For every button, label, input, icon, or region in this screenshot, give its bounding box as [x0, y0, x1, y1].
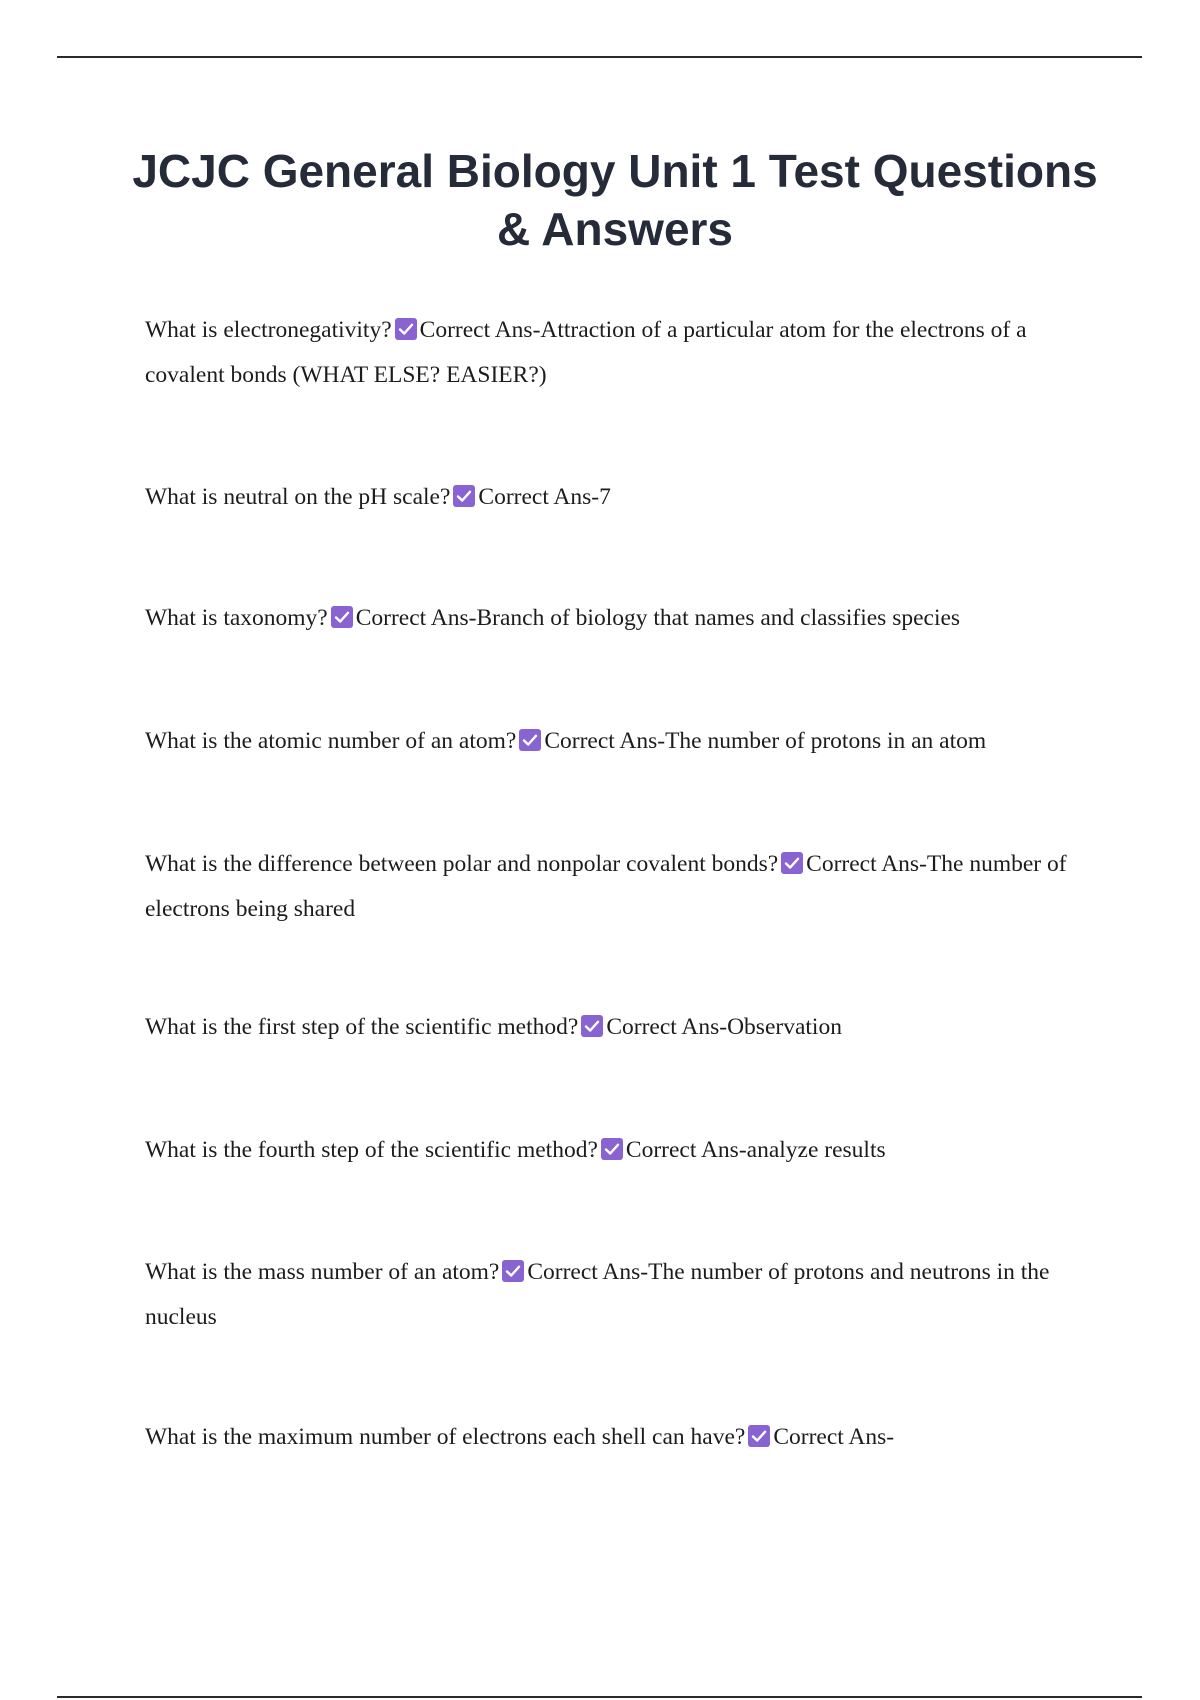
answer-text: The number of electrons being shared [145, 851, 1067, 922]
page-title: JCJC General Biology Unit 1 Test Questions & Answers [132, 145, 1098, 255]
qa-item [145, 1250, 1095, 1340]
check-box-icon [519, 729, 541, 751]
answer-prefix: Correct Ans- [478, 484, 600, 510]
qa-item [145, 842, 1095, 932]
question-text: What is the difference between polar and nonpolar covalent bonds? [145, 851, 779, 877]
question-text: What is neutral on the pH scale? [145, 484, 451, 510]
answer-prefix: Correct Ans- [527, 1259, 649, 1285]
question-text: What is the maximum number of electrons each shell can have? [145, 1424, 746, 1450]
answer-text: analyze results [746, 1137, 886, 1163]
qa-item [145, 1128, 1095, 1173]
check-box-icon [781, 852, 803, 874]
answer-prefix: Correct Ans- [773, 1424, 895, 1450]
check-box-icon [502, 1260, 524, 1282]
answer-text: 7 [599, 484, 611, 510]
answer-text: Attraction of a particular atom for the electrons of a covalent bonds (WHAT ELSE? EASIER?) [145, 317, 1027, 388]
check-box-icon [748, 1425, 770, 1447]
qa-item [145, 1415, 1095, 1460]
qa-item [145, 475, 1095, 520]
qa-item [145, 308, 1095, 398]
question-text: What is the mass number of an atom? [145, 1259, 500, 1285]
question-text: What is the atomic number of an atom? [145, 728, 517, 754]
check-box-icon [601, 1138, 623, 1160]
answer-prefix: Correct Ans- [544, 728, 666, 754]
bottom-divider [57, 1696, 1142, 1698]
question-text: What is taxonomy? [145, 605, 328, 631]
answer-text: The number of protons and neutrons in the nucleus [145, 1259, 1050, 1330]
check-box-icon [395, 318, 417, 340]
check-box-icon [581, 1015, 603, 1037]
answer-text: Observation [727, 1014, 842, 1040]
check-box-icon [453, 485, 475, 507]
qa-item [145, 1005, 1095, 1050]
qa-item [145, 719, 1095, 764]
answer-text: The number of protons in an atom [665, 728, 987, 754]
answer-prefix: Correct Ans- [355, 605, 477, 631]
qa-item [145, 596, 1095, 641]
question-text: What is electronegativity? [145, 317, 392, 343]
answer-prefix: Correct Ans- [625, 1137, 747, 1163]
question-text: What is the first step of the scientific method? [145, 1014, 579, 1040]
answer-prefix: Correct Ans- [606, 1014, 728, 1040]
answer-prefix: Correct Ans- [806, 851, 927, 877]
answer-text: Branch of biology that names and classifies species [476, 605, 961, 631]
answer-prefix: Correct Ans- [419, 317, 541, 343]
check-box-icon [331, 606, 353, 628]
top-divider [57, 56, 1142, 58]
question-text: What is the fourth step of the scientific method? [145, 1137, 598, 1163]
